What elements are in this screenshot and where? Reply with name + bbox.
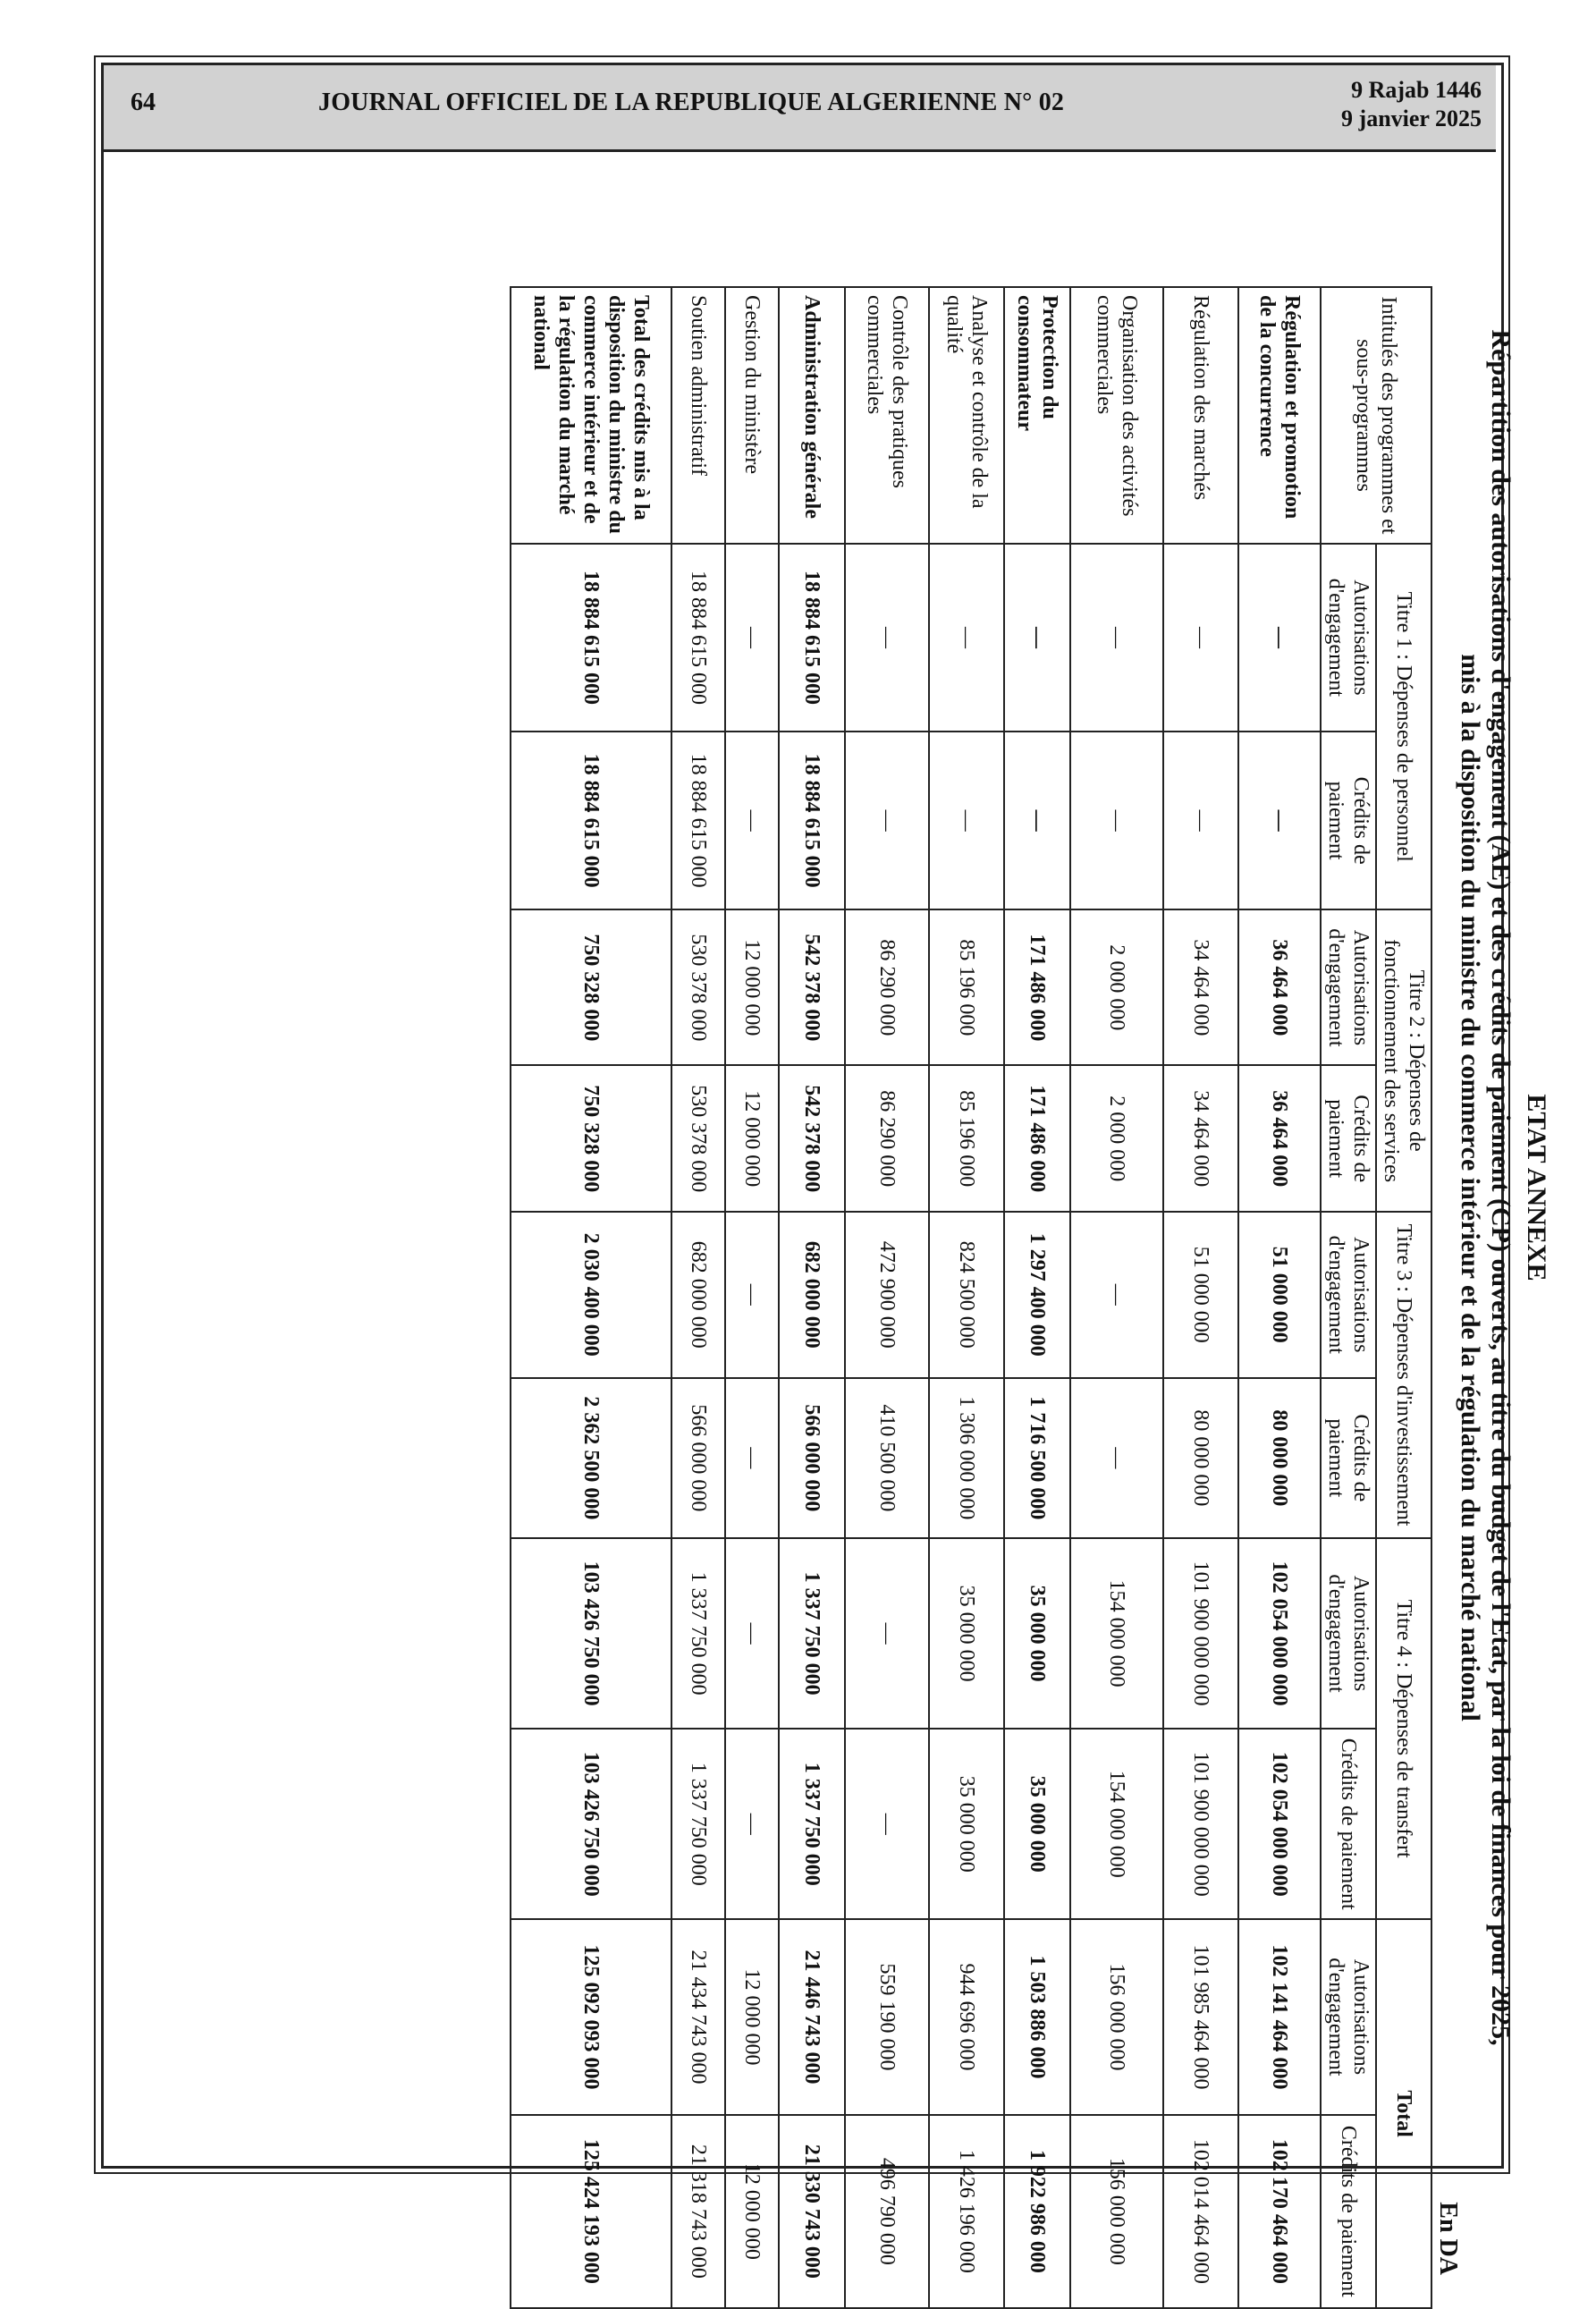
- table-cell: 80 000 000: [1163, 1378, 1238, 1538]
- table-cell: —: [725, 732, 779, 909]
- header-titre-2: Titre 2 : Dépenses de fonctionnement des services: [1376, 909, 1431, 1212]
- table-cell: —: [1070, 1212, 1163, 1378]
- table-cell: 103 426 750 000: [511, 1538, 671, 1729]
- table-cell: 171 486 000: [1004, 1065, 1070, 1212]
- table-cell: 86 290 000: [845, 1065, 929, 1212]
- table-cell: 530 378 000: [671, 909, 725, 1065]
- table-cell: 2 362 500 000: [511, 1378, 671, 1538]
- header-cp: Crédits de paiement: [1321, 1729, 1376, 1919]
- table-row: [1163, 287, 1238, 2308]
- table-cell: 35 000 000: [929, 1538, 1004, 1729]
- table-cell: 51 000 000: [1238, 1212, 1321, 1378]
- table-row: [929, 287, 1004, 2308]
- table-cell: 1 297 400 000: [1004, 1212, 1070, 1378]
- header-titre-4: Titre 4 : Dépenses de transfert: [1376, 1538, 1431, 1919]
- table-cell: 21 434 743 000: [671, 1919, 725, 2114]
- table-cell: 103 426 750 000: [511, 1729, 671, 1919]
- table-row: [1004, 287, 1070, 2308]
- table-cell: 2 000 000: [1070, 909, 1163, 1065]
- table-row: [1070, 287, 1163, 2308]
- table-cell: 102 014 464 000: [1163, 2115, 1238, 2308]
- table-cell: 12 000 000: [725, 1065, 779, 1212]
- table-cell: 496 790 000: [845, 2115, 929, 2308]
- table-cell: 824 500 000: [929, 1212, 1004, 1378]
- row-label: Régulation des marchés: [1163, 287, 1238, 544]
- row-label: Protection du consommateur: [1004, 287, 1070, 544]
- table-cell: 101 985 464 000: [1163, 1919, 1238, 2114]
- table-cell: 35 000 000: [929, 1729, 1004, 1919]
- budget-table: [510, 286, 1432, 2309]
- table-cell: 1 337 750 000: [671, 1729, 725, 1919]
- table-cell: 410 500 000: [845, 1378, 929, 1538]
- table-cell: —: [1070, 544, 1163, 732]
- table-cell: —: [725, 544, 779, 732]
- table-cell: 51 000 000: [1163, 1212, 1238, 1378]
- header-cp: Crédits de paiement: [1321, 1065, 1376, 1212]
- table-row: [511, 287, 671, 2308]
- header-cp: Crédits de paiement: [1321, 732, 1376, 909]
- table-cell: 12 000 000: [725, 1919, 779, 2114]
- table-cell: 36 464 000: [1238, 909, 1321, 1065]
- table-cell: —: [1163, 544, 1238, 732]
- table-cell: 1 716 500 000: [1004, 1378, 1070, 1538]
- table-cell: —: [725, 1729, 779, 1919]
- table-cell: 34 464 000: [1163, 909, 1238, 1065]
- header-titre-1: Titre 1 : Dépenses de personnel: [1376, 544, 1431, 909]
- table-cell: 80 000 000: [1238, 1378, 1321, 1538]
- table-cell: —: [725, 1538, 779, 1729]
- table-cell: 542 378 000: [779, 1065, 845, 1212]
- table-cell: 1 503 886 000: [1004, 1919, 1070, 2114]
- table-cell: 1 337 750 000: [779, 1538, 845, 1729]
- date-hijri: 9 Rajab 1446: [1351, 77, 1482, 103]
- date-gregorian: 9 janvier 2025: [1341, 106, 1482, 131]
- table-cell: 566 000 000: [779, 1378, 845, 1538]
- table-cell: 35 000 000: [1004, 1538, 1070, 1729]
- table-cell: 154 000 000: [1070, 1538, 1163, 1729]
- header-cp: Crédits de paiement: [1321, 1378, 1376, 1538]
- table-cell: 682 000 000: [671, 1212, 725, 1378]
- table-cell: 21 330 743 000: [779, 2115, 845, 2308]
- table-cell: 559 190 000: [845, 1919, 929, 2114]
- table-cell: 154 000 000: [1070, 1729, 1163, 1919]
- row-label: Gestion du ministère: [725, 287, 779, 544]
- table-cell: 125 092 093 000: [511, 1919, 671, 2114]
- table-cell: 944 696 000: [929, 1919, 1004, 2114]
- table-cell: 18 884 615 000: [779, 544, 845, 732]
- table-cell: 21 318 743 000: [671, 2115, 725, 2308]
- table-cell: —: [845, 732, 929, 909]
- table-cell: 1 337 750 000: [779, 1729, 845, 1919]
- table-cell: 2 030 400 000: [511, 1212, 671, 1378]
- table-cell: —: [725, 1378, 779, 1538]
- table-cell: 102 170 464 000: [1238, 2115, 1321, 2308]
- table-cell: 18 884 615 000: [511, 544, 671, 732]
- table-row: [671, 287, 725, 2308]
- table-cell: —: [1238, 732, 1321, 909]
- table-cell: 530 378 000: [671, 1065, 725, 1212]
- table-cell: 18 884 615 000: [671, 544, 725, 732]
- subtitle-line-2: mis à la disposition du ministre du commerce intérieur et de la régulation du marché national: [1456, 654, 1485, 1721]
- table-cell: 18 884 615 000: [671, 732, 725, 909]
- table-cell: 750 328 000: [511, 909, 671, 1065]
- table-cell: —: [1070, 732, 1163, 909]
- header-titre-3: Titre 3 : Dépenses d'investissement: [1376, 1212, 1431, 1538]
- table-cell: 102 054 000 000: [1238, 1729, 1321, 1919]
- annexe-title: ETAT ANNEXE: [1522, 1094, 1551, 1281]
- table-cell: 35 000 000: [1004, 1729, 1070, 1919]
- table-cell: 102 141 464 000: [1238, 1919, 1321, 2114]
- table-cell: 1 306 000 000: [929, 1378, 1004, 1538]
- table-cell: 1 426 196 000: [929, 2115, 1004, 2308]
- table-cell: —: [929, 544, 1004, 732]
- page-number: 64: [131, 89, 156, 116]
- header-cp: Crédits de paiement: [1321, 2115, 1376, 2308]
- header-ae: Autorisations d'engagement: [1321, 909, 1376, 1065]
- table-cell: 750 328 000: [511, 1065, 671, 1212]
- table-cell: 542 378 000: [779, 909, 845, 1065]
- table-cell: 102 054 000 000: [1238, 1538, 1321, 1729]
- table-row: [725, 287, 779, 2308]
- table-cell: —: [1004, 544, 1070, 732]
- table-row: [779, 287, 845, 2308]
- table-cell: —: [929, 732, 1004, 909]
- table-cell: 125 424 193 000: [511, 2115, 671, 2308]
- row-label: Organisation des activités commerciales: [1070, 287, 1163, 544]
- table-cell: —: [845, 1538, 929, 1729]
- budget-table-body: [511, 287, 1321, 2308]
- table-cell: 34 464 000: [1163, 1065, 1238, 1212]
- row-label: Régulation et promotion de la concurrence: [1238, 287, 1321, 544]
- table-cell: 18 884 615 000: [511, 732, 671, 909]
- rotated-annexe: [167, 88, 1562, 2297]
- table-cell: 86 290 000: [845, 909, 929, 1065]
- table-cell: 682 000 000: [779, 1212, 845, 1378]
- table-cell: 101 900 000 000: [1163, 1538, 1238, 1729]
- table-cell: 101 900 000 000: [1163, 1729, 1238, 1919]
- table-cell: 156 000 000: [1070, 1919, 1163, 2114]
- table-cell: 566 000 000: [671, 1378, 725, 1538]
- header-ae: Autorisations d'engagement: [1321, 544, 1376, 732]
- table-cell: 1 922 986 000: [1004, 2115, 1070, 2308]
- table-cell: —: [1238, 544, 1321, 732]
- row-label: Contrôle des pratiques commerciales: [845, 287, 929, 544]
- table-cell: 171 486 000: [1004, 909, 1070, 1065]
- table-cell: 36 464 000: [1238, 1065, 1321, 1212]
- table-cell: 12 000 000: [725, 909, 779, 1065]
- row-label: Total des crédits mis à la disposition du ministre du commerce intérieur et de la régulation du marché national: [511, 287, 671, 544]
- header-ae: Autorisations d'engagement: [1321, 1919, 1376, 2114]
- table-cell: —: [725, 1212, 779, 1378]
- table-cell: —: [845, 544, 929, 732]
- table-cell: —: [1070, 1378, 1163, 1538]
- table-row: [1238, 287, 1321, 2308]
- table-cell: 21 446 743 000: [779, 1919, 845, 2114]
- journal-title: JOURNAL OFFICIEL DE LA REPUBLIQUE ALGERIENNE N° 02: [318, 89, 1065, 116]
- table-cell: 85 196 000: [929, 1065, 1004, 1212]
- subtitle-line-1: Répartition des autorisations d'engagement (AE) et des crédits de paiement (CP) ouverts, au titre du budget de l'Etat, par la loi de finances pour 2025,: [1486, 329, 1516, 2046]
- table-cell: 2 000 000: [1070, 1065, 1163, 1212]
- table-cell: —: [845, 1729, 929, 1919]
- table-cell: —: [1163, 732, 1238, 909]
- row-label: Soutien administratif: [671, 287, 725, 544]
- table-row: [845, 287, 929, 2308]
- table-cell: 18 884 615 000: [779, 732, 845, 909]
- table-cell: 85 196 000: [929, 909, 1004, 1065]
- currency-unit: En DA: [1434, 2202, 1462, 2275]
- header-total: Total: [1376, 1919, 1431, 2308]
- row-label: Administration générale: [779, 287, 845, 544]
- table-cell: 1 337 750 000: [671, 1538, 725, 1729]
- table-cell: —: [1004, 732, 1070, 909]
- table-cell: 156 000 000: [1070, 2115, 1163, 2308]
- table-cell: 12 000 000: [725, 2115, 779, 2308]
- annexe-subtitle: [1455, 159, 1516, 2216]
- header-ae: Autorisations d'engagement: [1321, 1212, 1376, 1378]
- row-label: Analyse et contrôle de la qualité: [929, 287, 1004, 544]
- table-cell: 472 900 000: [845, 1212, 929, 1378]
- header-ae: Autorisations d'engagement: [1321, 1538, 1376, 1729]
- header-programmes: Intitulés des programmes et sous-programmes: [1321, 287, 1431, 544]
